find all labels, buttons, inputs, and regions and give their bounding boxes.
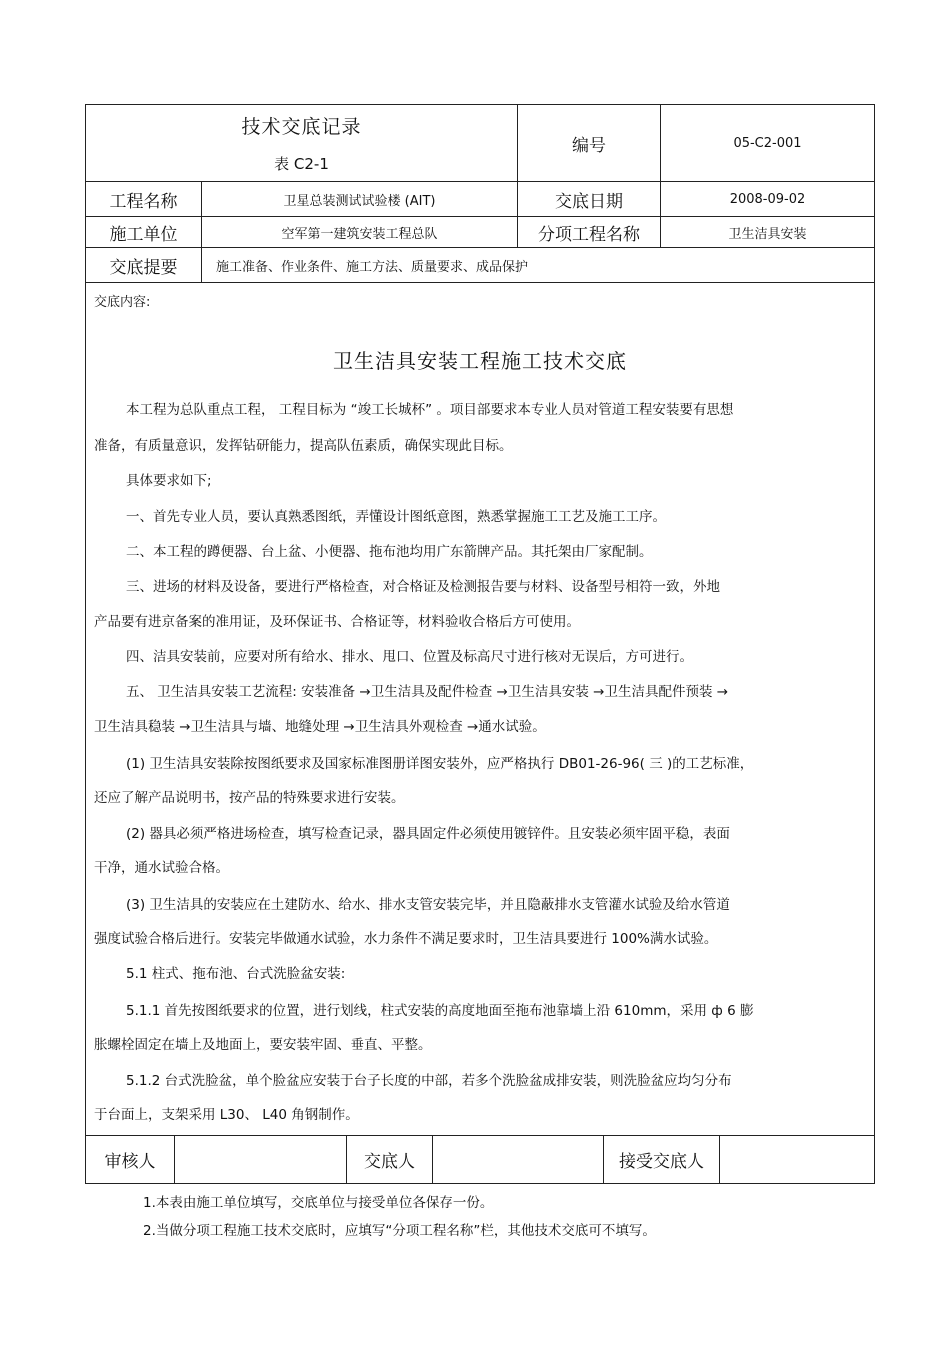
- paragraph-line: 三、进场的材料及设备，要进行严格检查，对合格证及检测报告要与材料、设备型号相符一致，外地: [126, 579, 720, 595]
- discloser-label: 交底人: [347, 1135, 433, 1183]
- discloser-field[interactable]: [433, 1135, 604, 1183]
- date-label: 交底日期: [518, 182, 661, 216]
- summary-label: 交底提要: [86, 248, 202, 282]
- paragraph-line: 五、 卫生洁具安装工艺流程: 安装准备 →卫生洁具及配件检查 →卫生洁具安装 →卫生洁具配件预装 →: [126, 684, 729, 700]
- project-name-label: 工程名称: [86, 182, 202, 216]
- project-name-value: 卫星总装测试试验楼 (AIT): [202, 182, 518, 216]
- paragraph-line: 于台面上，支架采用 L30、 L40 角钢制作。: [94, 1107, 359, 1123]
- paragraph-line: (2) 器具必须严格进场检查，填写检查记录，器具固定件必须使用镀锌件。且安装必须牢固平稳，表面: [126, 826, 730, 842]
- content-heading: 卫生洁具安装工程施工技术交底: [333, 349, 627, 373]
- subproject-label: 分项工程名称: [518, 217, 661, 247]
- receiver-label: 接受交底人: [604, 1135, 720, 1183]
- header-row: [86, 105, 874, 182]
- paragraph-line: (3) 卫生洁具的安装应在土建防水、给水、排水支管安装完毕，并且隐蔽排水支管灌水试验及给水管道: [126, 897, 730, 913]
- code-value: 05-C2-001: [733, 135, 802, 151]
- footnotes: [143, 1193, 656, 1249]
- reviewer-field[interactable]: [175, 1135, 347, 1183]
- footnote-2: 2.当做分项工程施工技术交底时，应填写“分项工程名称”栏，其他技术交底可不填写。: [143, 1223, 656, 1239]
- project-row: [86, 182, 874, 217]
- table-number: 表 C2-1: [274, 155, 329, 173]
- date-value: 2008-09-02: [729, 191, 806, 207]
- title-cell: [86, 105, 518, 181]
- summary-value: 施工准备、作业条件、施工方法、质量要求、成品保护: [216, 259, 529, 275]
- paragraph-line: 具体要求如下;: [126, 473, 212, 489]
- paragraph-line: 干净，通水试验合格。: [94, 860, 229, 876]
- paragraph-line: 5.1 柱式、拖布池、台式洗脸盆安装:: [126, 966, 346, 982]
- content-section: [86, 283, 874, 1134]
- paragraph-line: 胀螺栓固定在墙上及地面上，要安装牢固、垂直、平整。: [94, 1037, 432, 1053]
- summary-row: [86, 248, 874, 283]
- reviewer-label: 审核人: [86, 1135, 175, 1183]
- paragraph-line: 准备，有质量意识，发挥钻研能力，提高队伍素质，确保实现此目标。: [94, 438, 513, 454]
- paragraph-line: 卫生洁具稳装 →卫生洁具与墙、地缝处理 →卫生洁具外观检查 →通水试验。: [94, 719, 546, 735]
- paragraph-line: 四、洁具安装前，应要对所有给水、排水、甩口、位置及标高尺寸进行核对无误后，方可进行。: [126, 649, 693, 665]
- paragraph-line: 5.1.1 首先按图纸要求的位置，进行划线，柱式安装的高度地面至拖布池靠墙上沿 610mm，采用 ф 6 膨: [126, 1003, 754, 1019]
- content-label: 交底内容:: [94, 295, 151, 310]
- contractor-row: [86, 217, 874, 248]
- contractor-label: 施工单位: [86, 217, 202, 247]
- paragraph-line: (1) 卫生洁具安装除按图纸要求及国家标准图册详图安装外，应严格执行 DB01-26-96( 三 )的工艺标准，: [126, 756, 754, 772]
- paragraph-line: 强度试验合格后进行。安装完毕做通水试验，水力条件不满足要求时，卫生洁具要进行 100%满水试验。: [94, 931, 718, 947]
- document-title: 技术交底记录: [241, 116, 362, 138]
- subproject-value: 卫生洁具安装: [728, 226, 807, 242]
- footnote-1: 1.本表由施工单位填写，交底单位与接受单位各保存一份。: [143, 1195, 494, 1211]
- paragraph-line: 本工程为总队重点工程， 工程目标为 “竣工长城杯” 。项目部要求本专业人员对管道工程安装要有思想: [126, 402, 734, 418]
- paragraph-line: 5.1.2 台式洗脸盆，单个脸盆应安装于台子长度的中部，若多个洗脸盆成排安装，则洗脸盆应均匀分布: [126, 1073, 732, 1089]
- contractor-value: 空军第一建筑安装工程总队: [202, 217, 518, 247]
- paragraph-line: 产品要有进京备案的准用证，及环保证书、合格证等，材料验收合格后方可使用。: [94, 614, 580, 630]
- paragraph-line: 二、本工程的蹲便器、台上盆、小便器、拖布池均用广东箭牌产品。其托架由厂家配制。: [126, 544, 653, 560]
- paragraph-line: 还应了解产品说明书，按产品的特殊要求进行安装。: [94, 790, 405, 806]
- disclosure-form: [85, 104, 875, 1184]
- signature-row: [86, 1135, 874, 1183]
- receiver-field[interactable]: [720, 1135, 874, 1183]
- paragraph-line: 一、首先专业人员，要认真熟悉图纸，弄懂设计图纸意图，熟悉掌握施工工艺及施工工序。: [126, 509, 666, 525]
- code-label: 编号: [518, 105, 661, 181]
